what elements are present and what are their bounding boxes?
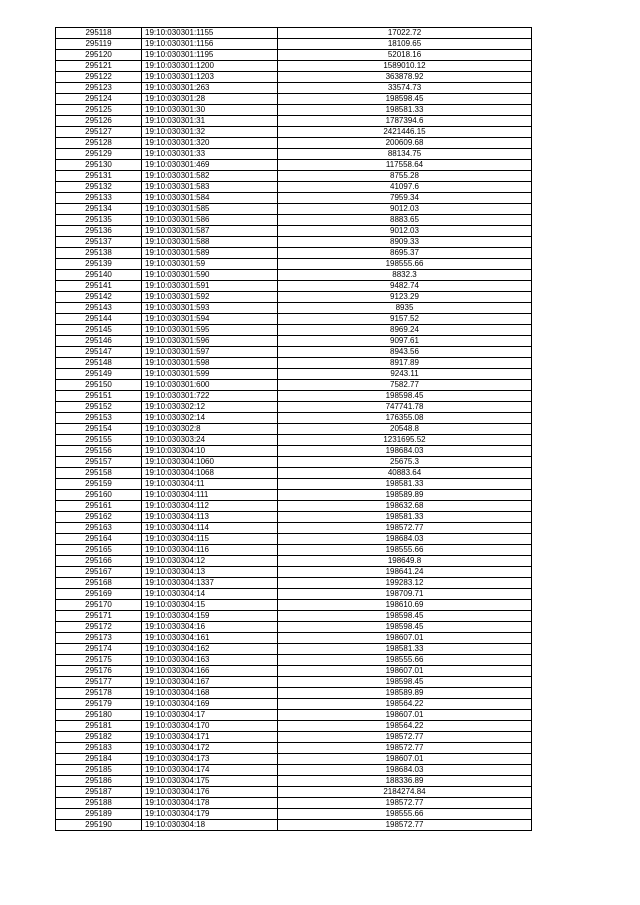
table-row [56, 347, 532, 358]
table-row [56, 83, 532, 94]
table-row [56, 732, 532, 743]
table-row [56, 666, 532, 677]
cadastral-number-cell: 19:10:030302:14 [142, 413, 278, 424]
table-row [56, 545, 532, 556]
table-row [56, 270, 532, 281]
cadastral-value-table [55, 27, 532, 831]
cadastral-value-cell: 9012.03 [278, 226, 532, 237]
table-row [56, 699, 532, 710]
cadastral-value-cell: 188336.89 [278, 776, 532, 787]
cadastral-number-cell: 19:10:030301:59 [142, 259, 278, 270]
cadastral-number-cell: 19:10:030301:593 [142, 303, 278, 314]
table-row [56, 61, 532, 72]
row-number-cell: 295131 [56, 171, 142, 182]
cadastral-number-cell: 19:10:030304:178 [142, 798, 278, 809]
cadastral-number-cell: 19:10:030304:10 [142, 446, 278, 457]
table-row [56, 204, 532, 215]
cadastral-value-cell: 25675.3 [278, 457, 532, 468]
row-number-cell: 295187 [56, 787, 142, 798]
cadastral-value-cell: 1589010.12 [278, 61, 532, 72]
row-number-cell: 295120 [56, 50, 142, 61]
cadastral-value-cell: 198572.77 [278, 743, 532, 754]
cadastral-value-cell: 198607.01 [278, 633, 532, 644]
cadastral-number-cell: 19:10:030304:162 [142, 644, 278, 655]
row-number-cell: 295170 [56, 600, 142, 611]
cadastral-value-cell: 198709.71 [278, 589, 532, 600]
table-row [56, 105, 532, 116]
table-row [56, 149, 532, 160]
cadastral-number-cell: 19:10:030301:1195 [142, 50, 278, 61]
cadastral-value-cell: 198555.66 [278, 809, 532, 820]
cadastral-number-cell: 19:10:030301:1203 [142, 72, 278, 83]
table-row [56, 28, 532, 39]
table-row [56, 435, 532, 446]
cadastral-number-cell: 19:10:030304:116 [142, 545, 278, 556]
table-row [56, 534, 532, 545]
cadastral-number-cell: 19:10:030301:597 [142, 347, 278, 358]
table-row [56, 369, 532, 380]
cadastral-number-cell: 19:10:030301:587 [142, 226, 278, 237]
cadastral-value-cell: 198598.45 [278, 677, 532, 688]
cadastral-value-cell: 88134.75 [278, 149, 532, 160]
cadastral-value-cell: 198649.8 [278, 556, 532, 567]
cadastral-number-cell: 19:10:030301:582 [142, 171, 278, 182]
row-number-cell: 295166 [56, 556, 142, 567]
table-row [56, 160, 532, 171]
cadastral-number-cell: 19:10:030301:595 [142, 325, 278, 336]
table-row [56, 314, 532, 325]
row-number-cell: 295184 [56, 754, 142, 765]
row-number-cell: 295160 [56, 490, 142, 501]
cadastral-number-cell: 19:10:030301:584 [142, 193, 278, 204]
cadastral-value-cell: 9123.29 [278, 292, 532, 303]
table-row [56, 512, 532, 523]
row-number-cell: 295130 [56, 160, 142, 171]
cadastral-number-cell: 19:10:030304:114 [142, 523, 278, 534]
cadastral-value-cell: 1231695.52 [278, 435, 532, 446]
row-number-cell: 295121 [56, 61, 142, 72]
cadastral-value-cell: 40883.64 [278, 468, 532, 479]
cadastral-value-cell: 198598.45 [278, 94, 532, 105]
table-row [56, 787, 532, 798]
cadastral-value-cell: 8943.56 [278, 347, 532, 358]
table-row [56, 358, 532, 369]
cadastral-value-cell: 52018.16 [278, 50, 532, 61]
table-row [56, 336, 532, 347]
table-row [56, 303, 532, 314]
cadastral-number-cell: 19:10:030301:591 [142, 281, 278, 292]
row-number-cell: 295146 [56, 336, 142, 347]
cadastral-value-cell: 198581.33 [278, 512, 532, 523]
table-row [56, 391, 532, 402]
cadastral-value-cell: 176355.08 [278, 413, 532, 424]
cadastral-value-cell: 198684.03 [278, 534, 532, 545]
cadastral-value-cell: 198581.33 [278, 105, 532, 116]
table-row [56, 644, 532, 655]
cadastral-value-cell: 8909.33 [278, 237, 532, 248]
row-number-cell: 295124 [56, 94, 142, 105]
table-row [56, 138, 532, 149]
cadastral-value-cell: 9097.61 [278, 336, 532, 347]
cadastral-number-cell: 19:10:030301:722 [142, 391, 278, 402]
table-row [56, 237, 532, 248]
cadastral-value-cell: 198589.89 [278, 688, 532, 699]
cadastral-value-cell: 198555.66 [278, 545, 532, 556]
table-row [56, 798, 532, 809]
row-number-cell: 295143 [56, 303, 142, 314]
cadastral-number-cell: 19:10:030301:469 [142, 160, 278, 171]
cadastral-number-cell: 19:10:030301:1200 [142, 61, 278, 72]
cadastral-number-cell: 19:10:030301:596 [142, 336, 278, 347]
cadastral-value-cell: 198564.22 [278, 721, 532, 732]
table-row [56, 193, 532, 204]
row-number-cell: 295118 [56, 28, 142, 39]
cadastral-value-cell: 9243.11 [278, 369, 532, 380]
cadastral-number-cell: 19:10:030304:11 [142, 479, 278, 490]
cadastral-number-cell: 19:10:030301:28 [142, 94, 278, 105]
cadastral-number-cell: 19:10:030301:32 [142, 127, 278, 138]
cadastral-number-cell: 19:10:030301:33 [142, 149, 278, 160]
cadastral-number-cell: 19:10:030301:592 [142, 292, 278, 303]
row-number-cell: 295169 [56, 589, 142, 600]
table-row [56, 457, 532, 468]
table-row [56, 479, 532, 490]
cadastral-number-cell: 19:10:030304:161 [142, 633, 278, 644]
cadastral-number-cell: 19:10:030304:13 [142, 567, 278, 578]
cadastral-value-cell: 198564.22 [278, 699, 532, 710]
table-row [56, 259, 532, 270]
cadastral-value-cell: 198598.45 [278, 391, 532, 402]
cadastral-value-cell: 117558.64 [278, 160, 532, 171]
cadastral-number-cell: 19:10:030304:169 [142, 699, 278, 710]
row-number-cell: 295183 [56, 743, 142, 754]
table-row [56, 116, 532, 127]
table-row [56, 633, 532, 644]
row-number-cell: 295151 [56, 391, 142, 402]
cadastral-number-cell: 19:10:030304:17 [142, 710, 278, 721]
table-row [56, 776, 532, 787]
row-number-cell: 295190 [56, 820, 142, 831]
cadastral-number-cell: 19:10:030301:600 [142, 380, 278, 391]
cadastral-number-cell: 19:10:030301:594 [142, 314, 278, 325]
table-row [56, 611, 532, 622]
cadastral-number-cell: 19:10:030304:166 [142, 666, 278, 677]
cadastral-number-cell: 19:10:030304:14 [142, 589, 278, 600]
row-number-cell: 295127 [56, 127, 142, 138]
row-number-cell: 295148 [56, 358, 142, 369]
cadastral-number-cell: 19:10:030301:585 [142, 204, 278, 215]
cadastral-value-cell: 198684.03 [278, 446, 532, 457]
table-row [56, 39, 532, 50]
cadastral-value-cell: 198555.66 [278, 655, 532, 666]
cadastral-value-cell: 18109.65 [278, 39, 532, 50]
cadastral-value-cell: 198598.45 [278, 622, 532, 633]
row-number-cell: 295147 [56, 347, 142, 358]
row-number-cell: 295136 [56, 226, 142, 237]
cadastral-value-cell: 198598.45 [278, 611, 532, 622]
table-row [56, 182, 532, 193]
row-number-cell: 295133 [56, 193, 142, 204]
row-number-cell: 295165 [56, 545, 142, 556]
row-number-cell: 295122 [56, 72, 142, 83]
cadastral-number-cell: 19:10:030301:586 [142, 215, 278, 226]
cadastral-number-cell: 19:10:030304:174 [142, 765, 278, 776]
cadastral-value-cell: 198641.24 [278, 567, 532, 578]
cadastral-number-cell: 19:10:030301:588 [142, 237, 278, 248]
cadastral-value-cell: 198572.77 [278, 820, 532, 831]
row-number-cell: 295123 [56, 83, 142, 94]
cadastral-number-cell: 19:10:030301:31 [142, 116, 278, 127]
table-row [56, 754, 532, 765]
cadastral-number-cell: 19:10:030302:12 [142, 402, 278, 413]
row-number-cell: 295141 [56, 281, 142, 292]
row-number-cell: 295126 [56, 116, 142, 127]
cadastral-number-cell: 19:10:030304:173 [142, 754, 278, 765]
row-number-cell: 295162 [56, 512, 142, 523]
row-number-cell: 295156 [56, 446, 142, 457]
cadastral-number-cell: 19:10:030301:599 [142, 369, 278, 380]
table-row [56, 556, 532, 567]
table-row [56, 226, 532, 237]
cadastral-number-cell: 19:10:030304:168 [142, 688, 278, 699]
cadastral-number-cell: 19:10:030304:1060 [142, 457, 278, 468]
cadastral-value-cell: 8832.3 [278, 270, 532, 281]
row-number-cell: 295155 [56, 435, 142, 446]
row-number-cell: 295178 [56, 688, 142, 699]
table-row [56, 281, 532, 292]
cadastral-number-cell: 19:10:030304:115 [142, 534, 278, 545]
table-row [56, 578, 532, 589]
row-number-cell: 295138 [56, 248, 142, 259]
cadastral-number-cell: 19:10:030304:16 [142, 622, 278, 633]
cadastral-value-cell: 198632.68 [278, 501, 532, 512]
cadastral-number-cell: 19:10:030301:590 [142, 270, 278, 281]
cadastral-value-cell: 9157.52 [278, 314, 532, 325]
cadastral-value-cell: 198607.01 [278, 754, 532, 765]
cadastral-number-cell: 19:10:030304:167 [142, 677, 278, 688]
cadastral-number-cell: 19:10:030304:18 [142, 820, 278, 831]
row-number-cell: 295144 [56, 314, 142, 325]
row-number-cell: 295154 [56, 424, 142, 435]
cadastral-number-cell: 19:10:030301:598 [142, 358, 278, 369]
row-number-cell: 295172 [56, 622, 142, 633]
row-number-cell: 295139 [56, 259, 142, 270]
cadastral-number-cell: 19:10:030304:15 [142, 600, 278, 611]
cadastral-value-cell: 198581.33 [278, 644, 532, 655]
cadastral-value-cell: 9482.74 [278, 281, 532, 292]
cadastral-value-cell: 2421446.15 [278, 127, 532, 138]
table-row [56, 809, 532, 820]
cadastral-value-cell: 198610.69 [278, 600, 532, 611]
cadastral-value-cell: 363878.92 [278, 72, 532, 83]
row-number-cell: 295177 [56, 677, 142, 688]
table-row [56, 710, 532, 721]
cadastral-value-cell: 2184274.84 [278, 787, 532, 798]
row-number-cell: 295189 [56, 809, 142, 820]
cadastral-value-cell: 198607.01 [278, 710, 532, 721]
cadastral-value-cell: 41097.6 [278, 182, 532, 193]
cadastral-number-cell: 19:10:030304:159 [142, 611, 278, 622]
row-number-cell: 295145 [56, 325, 142, 336]
cadastral-number-cell: 19:10:030304:163 [142, 655, 278, 666]
table-row [56, 523, 532, 534]
cadastral-value-cell: 1787394.6 [278, 116, 532, 127]
row-number-cell: 295179 [56, 699, 142, 710]
table-body [56, 28, 532, 831]
table-row [56, 721, 532, 732]
cadastral-value-cell: 8969.24 [278, 325, 532, 336]
table-row [56, 677, 532, 688]
cadastral-number-cell: 19:10:030304:170 [142, 721, 278, 732]
cadastral-value-cell: 198572.77 [278, 798, 532, 809]
cadastral-value-cell: 198572.77 [278, 523, 532, 534]
row-number-cell: 295181 [56, 721, 142, 732]
cadastral-value-cell: 200609.68 [278, 138, 532, 149]
table-row [56, 248, 532, 259]
cadastral-value-cell: 198589.89 [278, 490, 532, 501]
cadastral-number-cell: 19:10:030303:24 [142, 435, 278, 446]
row-number-cell: 295180 [56, 710, 142, 721]
cadastral-number-cell: 19:10:030304:171 [142, 732, 278, 743]
table-row [56, 127, 532, 138]
cadastral-value-cell: 198572.77 [278, 732, 532, 743]
cadastral-value-cell: 8917.89 [278, 358, 532, 369]
row-number-cell: 295185 [56, 765, 142, 776]
table-row [56, 655, 532, 666]
table-row [56, 72, 532, 83]
row-number-cell: 295129 [56, 149, 142, 160]
cadastral-number-cell: 19:10:030304:111 [142, 490, 278, 501]
cadastral-value-cell: 8755.28 [278, 171, 532, 182]
table-row [56, 413, 532, 424]
cadastral-number-cell: 19:10:030301:583 [142, 182, 278, 193]
row-number-cell: 295176 [56, 666, 142, 677]
row-number-cell: 295163 [56, 523, 142, 534]
cadastral-number-cell: 19:10:030304:176 [142, 787, 278, 798]
cadastral-value-cell: 8935 [278, 303, 532, 314]
row-number-cell: 295152 [56, 402, 142, 413]
row-number-cell: 295140 [56, 270, 142, 281]
cadastral-number-cell: 19:10:030301:589 [142, 248, 278, 259]
cadastral-number-cell: 19:10:030301:30 [142, 105, 278, 116]
table-row [56, 490, 532, 501]
row-number-cell: 295182 [56, 732, 142, 743]
table-row [56, 743, 532, 754]
table-row [56, 380, 532, 391]
cadastral-value-cell: 7582.77 [278, 380, 532, 391]
table-row [56, 622, 532, 633]
table-row [56, 292, 532, 303]
row-number-cell: 295125 [56, 105, 142, 116]
row-number-cell: 295167 [56, 567, 142, 578]
row-number-cell: 295175 [56, 655, 142, 666]
cadastral-number-cell: 19:10:030301:1156 [142, 39, 278, 50]
cadastral-number-cell: 19:10:030304:113 [142, 512, 278, 523]
cadastral-value-cell: 747741.78 [278, 402, 532, 413]
row-number-cell: 295173 [56, 633, 142, 644]
cadastral-value-cell: 33574.73 [278, 83, 532, 94]
row-number-cell: 295188 [56, 798, 142, 809]
table-row [56, 600, 532, 611]
cadastral-value-cell: 9012.03 [278, 204, 532, 215]
cadastral-number-cell: 19:10:030302:8 [142, 424, 278, 435]
cadastral-value-cell: 8883.65 [278, 215, 532, 226]
table-row [56, 94, 532, 105]
cadastral-value-cell: 17022.72 [278, 28, 532, 39]
cadastral-number-cell: 19:10:030304:112 [142, 501, 278, 512]
table-row [56, 820, 532, 831]
row-number-cell: 295171 [56, 611, 142, 622]
table-row [56, 765, 532, 776]
cadastral-value-cell: 198581.33 [278, 479, 532, 490]
row-number-cell: 295128 [56, 138, 142, 149]
cadastral-number-cell: 19:10:030304:172 [142, 743, 278, 754]
cadastral-number-cell: 19:10:030304:12 [142, 556, 278, 567]
table-row [56, 468, 532, 479]
table-row [56, 424, 532, 435]
cadastral-value-cell: 198607.01 [278, 666, 532, 677]
row-number-cell: 295158 [56, 468, 142, 479]
row-number-cell: 295186 [56, 776, 142, 787]
row-number-cell: 295135 [56, 215, 142, 226]
table-row [56, 589, 532, 600]
cadastral-number-cell: 19:10:030301:263 [142, 83, 278, 94]
row-number-cell: 295168 [56, 578, 142, 589]
row-number-cell: 295174 [56, 644, 142, 655]
table-row [56, 688, 532, 699]
cadastral-value-cell: 199283.12 [278, 578, 532, 589]
cadastral-value-cell: 7959.34 [278, 193, 532, 204]
table-row [56, 567, 532, 578]
table-row [56, 402, 532, 413]
row-number-cell: 295119 [56, 39, 142, 50]
cadastral-value-cell: 198555.66 [278, 259, 532, 270]
cadastral-number-cell: 19:10:030301:320 [142, 138, 278, 149]
cadastral-number-cell: 19:10:030301:1155 [142, 28, 278, 39]
row-number-cell: 295134 [56, 204, 142, 215]
row-number-cell: 295153 [56, 413, 142, 424]
row-number-cell: 295157 [56, 457, 142, 468]
cadastral-value-cell: 198684.03 [278, 765, 532, 776]
cadastral-number-cell: 19:10:030304:1337 [142, 578, 278, 589]
row-number-cell: 295137 [56, 237, 142, 248]
table-row [56, 446, 532, 457]
row-number-cell: 295161 [56, 501, 142, 512]
cadastral-number-cell: 19:10:030304:1068 [142, 468, 278, 479]
cadastral-number-cell: 19:10:030304:179 [142, 809, 278, 820]
cadastral-number-cell: 19:10:030304:175 [142, 776, 278, 787]
table-row [56, 325, 532, 336]
table-row [56, 50, 532, 61]
table-row [56, 215, 532, 226]
cadastral-value-cell: 8695.37 [278, 248, 532, 259]
row-number-cell: 295142 [56, 292, 142, 303]
row-number-cell: 295132 [56, 182, 142, 193]
table-row [56, 501, 532, 512]
row-number-cell: 295159 [56, 479, 142, 490]
row-number-cell: 295164 [56, 534, 142, 545]
row-number-cell: 295149 [56, 369, 142, 380]
row-number-cell: 295150 [56, 380, 142, 391]
cadastral-value-cell: 20548.8 [278, 424, 532, 435]
table-row [56, 171, 532, 182]
